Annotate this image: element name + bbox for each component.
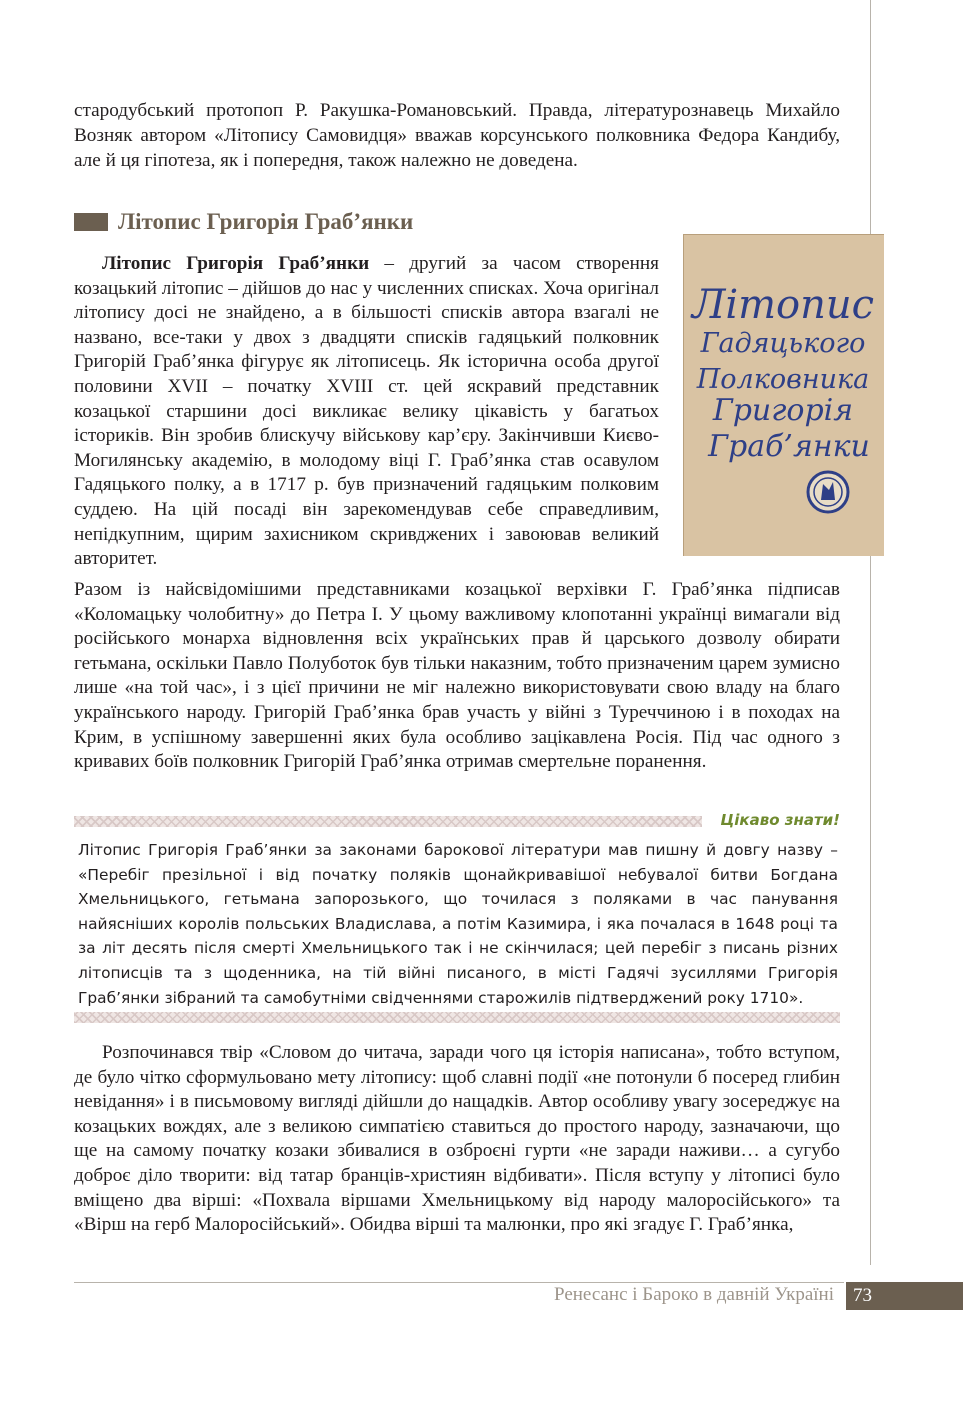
book-cover-image [683,234,884,556]
note-top-border [74,816,702,827]
book-cover-line-3: Полковника [696,364,870,395]
book-cover-line-5: Граб’янки [708,429,870,464]
seal-icon [808,472,848,512]
book-cover-line-1: Літопис [691,282,875,328]
page-number: 73 [846,1282,963,1310]
book-cover-art [683,234,884,556]
note-body: Літопис Григорія Граб’янки за законами барокової літератури мав пишну й довгу назву – «Перебіг презільної і від початку поляків щонайкривавішої небувалої битви Богдана Хмельницького, гетьмана запорозького, що точилася з поляками в час панування найясніших королів польських Владислава, а потім Казимира, і яка почалася в 1648 році та за літ десять після смерті Хмельницького так і не скінчилася; цей перебіг з писань різних літописців та з щоденника, на тій війні писаного, в місті Гадячі зусиллями Григорія Граб’янки зібраний та самобутніми свідченнями старожилів підтверджений року 1710». [78,841,838,1007]
paragraph-intro: стародубський протопоп Р. Ракушка-Романовський. Правда, літературознавець Михайло Возняк автором «Літопису Самовидця» вважав корсунського полковника Федора Кандибу, але й ця гіпотеза, як і попередня, також належно не доведена. [74,100,840,171]
margin-rule [870,0,871,1265]
paragraph-main-bold: Літопис Григорія Граб’янки [102,253,370,274]
book-cover-line-4: Григорія [712,393,854,428]
book-cover-line-2: Гадяцького [700,328,866,359]
running-title: Ренесанс і Бароко в давній Україні [554,1284,834,1305]
footer-rule [74,1282,844,1283]
paragraph-main-text: – другий за часом створення козацький літопис – дійшов до нас у численних списках. Хоча оригінал літопису досі не знайдено, а в більшості списків автора взагалі не названо, все-таки у двох з двадцяти списків гадяцький полковник Григорій Граб’янка фігурує як літописець. Як історична особа другої половини XVII – початку XVIII ст. цей яскравий представник козацької старшини досі викликає велику цікавість у багатьох істориків. Він зробив блискучу військову кар’єру. Закінчивши Києво-Могилянську академію, в молодому віці Г. Граб’янка став осавулом Гадяцького полку, а в 1717 р. був призначений гадяцьким полковим суддею. На цій посаді він зарекомендував себе справедливим, непідкупним, щирим захисником скривджених і завоював великий авторитет. [74,253,660,570]
section-heading-text: Літопис Григорія Граб’янки [118,209,414,234]
note-bottom-border [74,1012,840,1023]
note-title: Цікаво знати! [720,811,840,829]
paragraph-main [74,252,659,572]
section-heading [74,206,413,238]
paragraph-final: Розпочинався твір «Словом до читача, заради чого ця історія написана», тобто вступом, де було чітко сформульовано мету літопису: щоб славні події «не потонули б посеред глибин невідання» і в письмовому вигляді дійшли до нащадків. Автор особливу увагу зосереджує на козацьких вождях, але з великою симпатією ставиться до простого народу, зазначаючи, що ще на самому початку козаки збивалися в озброєні гурти «не заради наживи… а сугубо доброє діло творити: від татар бранців-християн відбивати». Після вступу у літописі було вміщено два вірші: «Похвала віршами Хмельницькому від народу малоросійського» та «Вірш на герб Малоросійський». Обидва вірші та малюнки, про які згадує Г. Граб’янка, [74,1042,840,1236]
heading-marker [74,213,108,231]
paragraph-continuation: Разом із найсвідомішими представниками козацької верхівки Г. Граб’янка підписав «Коломацьку чолобитну» до Петра I. У цьому важливому клопотанні українці вимагали від російського монарха відновлення всіх українських прав й царського дозволу обирати гетьмана, оскільки Павло Полуботок був тільки наказним, тобто призначеним царем зумисно лише «на той час», і з цієї причини не міг належно використовувати свою владу на благо українського народу. Григорій Граб’янка брав участь у війні з Туреччиною і в походах на Крим, в успішному завершенні яких була особливо зацікавлена Росія. Під час одного з кривавих боїв полковник Григорій Граб’янка отримав смертельне поранення. [74,579,840,773]
